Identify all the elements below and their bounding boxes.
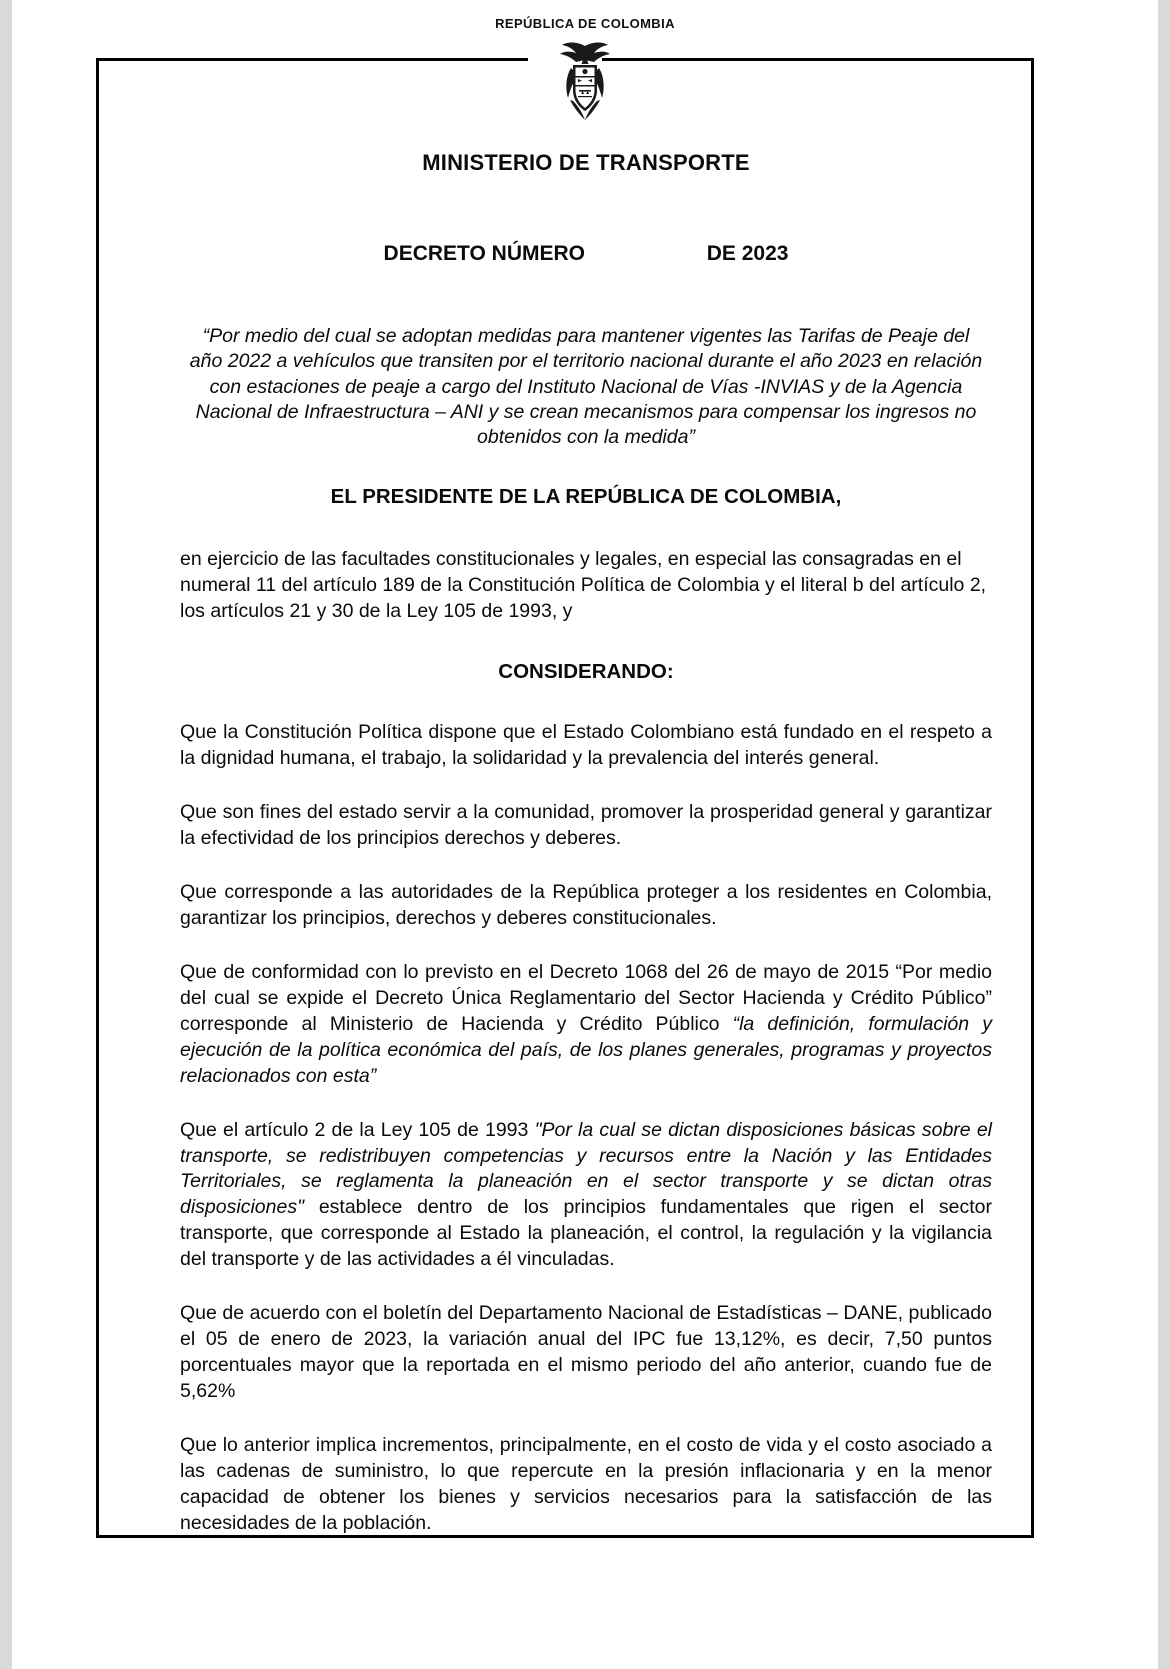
- paragraph-text: Que el artículo 2 de la Ley 105 de 1993: [180, 1118, 535, 1141]
- decree-number-label: DECRETO NÚMERO: [383, 242, 586, 265]
- quoted-italic-text: "Por la cual se dictan disposiciones básicas sobre el transporte, se redistribuyen competencias y recursos entre la Nación y las Entidades Territoriales, se reglamenta la planeación en el sector transporte y se dictan otras disposiciones": [180, 1118, 993, 1219]
- par-fines-estado: [180, 800, 992, 852]
- par-autoridades-republica: [180, 880, 992, 932]
- page-gutter-left: [0, 0, 12, 1669]
- par-decreto-1068: [180, 960, 992, 1090]
- quoted-italic-text: “la definición, formulación y ejecución de la política económica del país, de los planes generales, programas y proyectos relacionados con esta”: [180, 1012, 992, 1087]
- colombia-coat-of-arms-icon: [554, 38, 616, 124]
- paragraph-text: Que corresponde a las autoridades de la República proteger a los residentes en Colombia, garantizar los principios, derechos y deberes constitucionales.: [180, 881, 992, 930]
- decree-preamble: en ejercicio de las facultades constitucionales y legales, en especial las consagradas en el numeral 11 del artículo 189 de la Constitución Política de Colombia y el literal b del artículo 2, los artículos 21 y 30 de la Ley 105 de 1993, y: [180, 547, 987, 622]
- document-header: [0, 16, 1170, 31]
- par-ley-105-1993: [180, 1118, 992, 1274]
- paragraph-text: Que de acuerdo con el boletín del Departamento Nacional de Estadísticas – DANE, publicado el 05 de enero de 2023, la variación anual del IPC fue 13,12%, es decir, 7,50 puntos porcentuales mayor que la reportada en el mismo periodo del año anterior, cuando fue de 5,62%: [180, 1302, 992, 1402]
- ministry-title: MINISTERIO DE TRANSPORTE: [422, 150, 750, 175]
- page-gutter-right: [1158, 0, 1170, 1669]
- paragraph-text: Que son fines del estado servir a la comunidad, promover la prosperidad general y garantizar la efectividad de los principios derechos y deberes.: [180, 801, 992, 850]
- decree-year-label: DE 2023: [706, 242, 789, 265]
- par-constitucion-politica: [180, 720, 992, 772]
- paragraph-text: establece dentro de los principios fundamentales que rigen el sector transporte, que corresponde al Estado la planeación, el control, la regulación y la vigilancia del transporte y de las actividades a él vinculadas.: [180, 1196, 992, 1271]
- president-heading: EL PRESIDENTE DE LA REPÚBLICA DE COLOMBIA,: [330, 484, 842, 508]
- considerando-heading: CONSIDERANDO:: [498, 660, 674, 684]
- republic-heading: REPÚBLICA DE COLOMBIA: [495, 16, 675, 31]
- par-incrementos-costo-vida: [180, 1433, 992, 1537]
- paragraph-text: Que lo anterior implica incrementos, principalmente, en el costo de vida y el costo asociado a las cadenas de suministro, lo que repercute en la presión inflacionaria y en la menor capacidad de obtener los bienes y servicios necesarios para la satisfacción de las necesidades de la población.: [180, 1433, 992, 1534]
- paragraph-text: Que la Constitución Política dispone que el Estado Colombiano está fundado en el respeto a la dignidad humana, el trabajo, la solidaridad y la prevalencia del interés general.: [180, 721, 992, 770]
- decree-number-line: [180, 242, 992, 266]
- considerando-paragraph-list: [180, 720, 992, 1536]
- decree-epigraph: “Por medio del cual se adoptan medidas para mantener vigentes las Tarifas de Peaje del año 2022 a vehículos que transiten por el territorio nacional durante el año 2023 en relación con estaciones de peaje a cargo del Instituto Nacional de Vías -INVIAS y de la Agencia Nacional de Infraestructura – ANI y se crean mecanismos para compensar los ingresos no obtenidos con la medida”: [189, 325, 983, 449]
- document-content: [180, 150, 992, 1537]
- paragraph-text: Que de conformidad con lo previsto en el Decreto 1068 del 26 de mayo de 2015 “Por medio del cual se expide el Decreto Única Reglamentario del Sector Hacienda y Crédito Público” corresponde al Ministerio de Hacienda y Crédito Público: [180, 961, 992, 1035]
- par-dane-ipc: [180, 1301, 992, 1405]
